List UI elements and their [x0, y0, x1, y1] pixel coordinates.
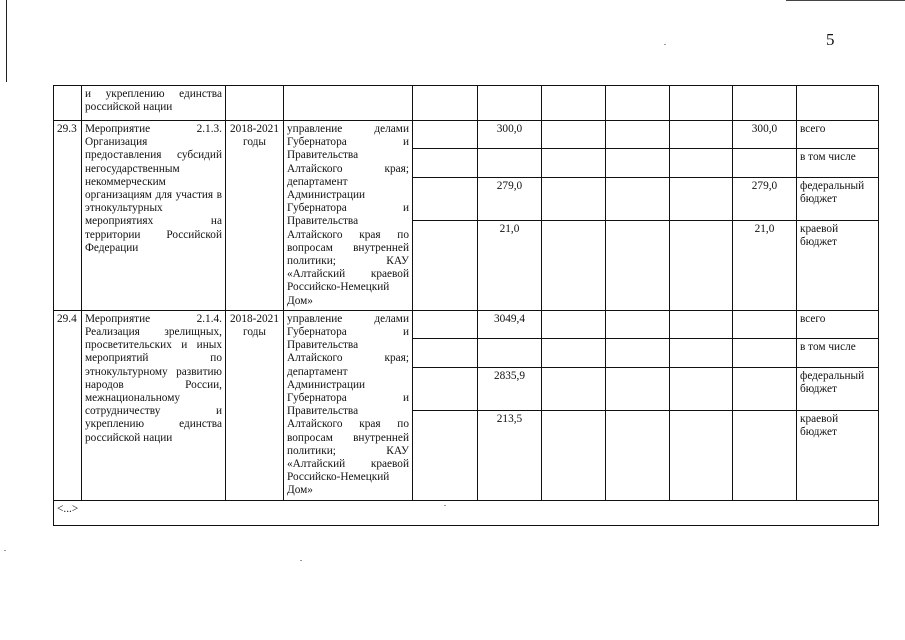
total-value [478, 149, 542, 177]
table-row [54, 121, 879, 149]
funding-source: всего [797, 310, 879, 338]
year-2021-value [733, 410, 797, 500]
continuation-text: и укреплению единства российской нации [82, 86, 226, 121]
scan-speck [4, 550, 6, 551]
funding-source: федеральный бюджет [797, 177, 879, 220]
row-number: 29.3 [54, 121, 82, 311]
ellipsis-row [54, 500, 879, 525]
scan-speck [300, 560, 302, 561]
total-value [478, 339, 542, 367]
year-2021-value [733, 339, 797, 367]
program-table [53, 85, 879, 526]
year-2021-value [733, 367, 797, 410]
top-edge-line [786, 0, 905, 1]
funding-source: краевой бюджет [797, 220, 879, 310]
funding-source: в том числе [797, 149, 879, 177]
year-2021-value [733, 149, 797, 177]
year-2021-value: 300,0 [733, 121, 797, 149]
executor: управление делами Губернатора и Правительства Алтайского края; департамент Администрации Губернатора и Правительства Алтайского края по вопросам внутренней политики; КАУ «Алтайский краевой Российско-Немецкий Дом» [284, 121, 413, 311]
period: 2018-2021 годы [226, 310, 284, 500]
total-value: 2835,9 [478, 367, 542, 410]
total-value: 300,0 [478, 121, 542, 149]
continuation-row [54, 86, 879, 121]
funding-source: всего [797, 121, 879, 149]
ellipsis-marker: <...> [54, 500, 879, 525]
scan-speck [664, 44, 666, 45]
period: 2018-2021 годы [226, 121, 284, 311]
left-margin-line [6, 0, 7, 82]
total-value: 279,0 [478, 177, 542, 220]
page-number: 5 [826, 30, 835, 49]
funding-source: в том числе [797, 339, 879, 367]
total-value: 213,5 [478, 410, 542, 500]
total-value: 3049,4 [478, 310, 542, 338]
funding-source: краевой бюджет [797, 410, 879, 500]
executor: управление делами Губернатора и Правительства Алтайского края; департамент Администрации Губернатора и Правительства Алтайского края по вопросам внутренней политики; КАУ «Алтайский краевой Российско-Немецкий Дом» [284, 310, 413, 500]
activity-name: Мероприятие 2.1.3. Организация предоставления субсидий негосударственным некоммерческим организациям для участия в этнокультурных мероприятиях на территории Российской Федерации [82, 121, 226, 311]
table-row [54, 310, 879, 338]
funding-source: федеральный бюджет [797, 367, 879, 410]
activity-name: Мероприятие 2.1.4. Реализация зрелищных, просветительских и иных мероприятий по этнокультурному развитию народов России, межнациональному сотрудничеству и укреплению единства российской нации [82, 310, 226, 500]
year-2021-value: 21,0 [733, 220, 797, 310]
year-2021-value [733, 310, 797, 338]
total-value: 21,0 [478, 220, 542, 310]
row-number: 29.4 [54, 310, 82, 500]
year-2021-value: 279,0 [733, 177, 797, 220]
